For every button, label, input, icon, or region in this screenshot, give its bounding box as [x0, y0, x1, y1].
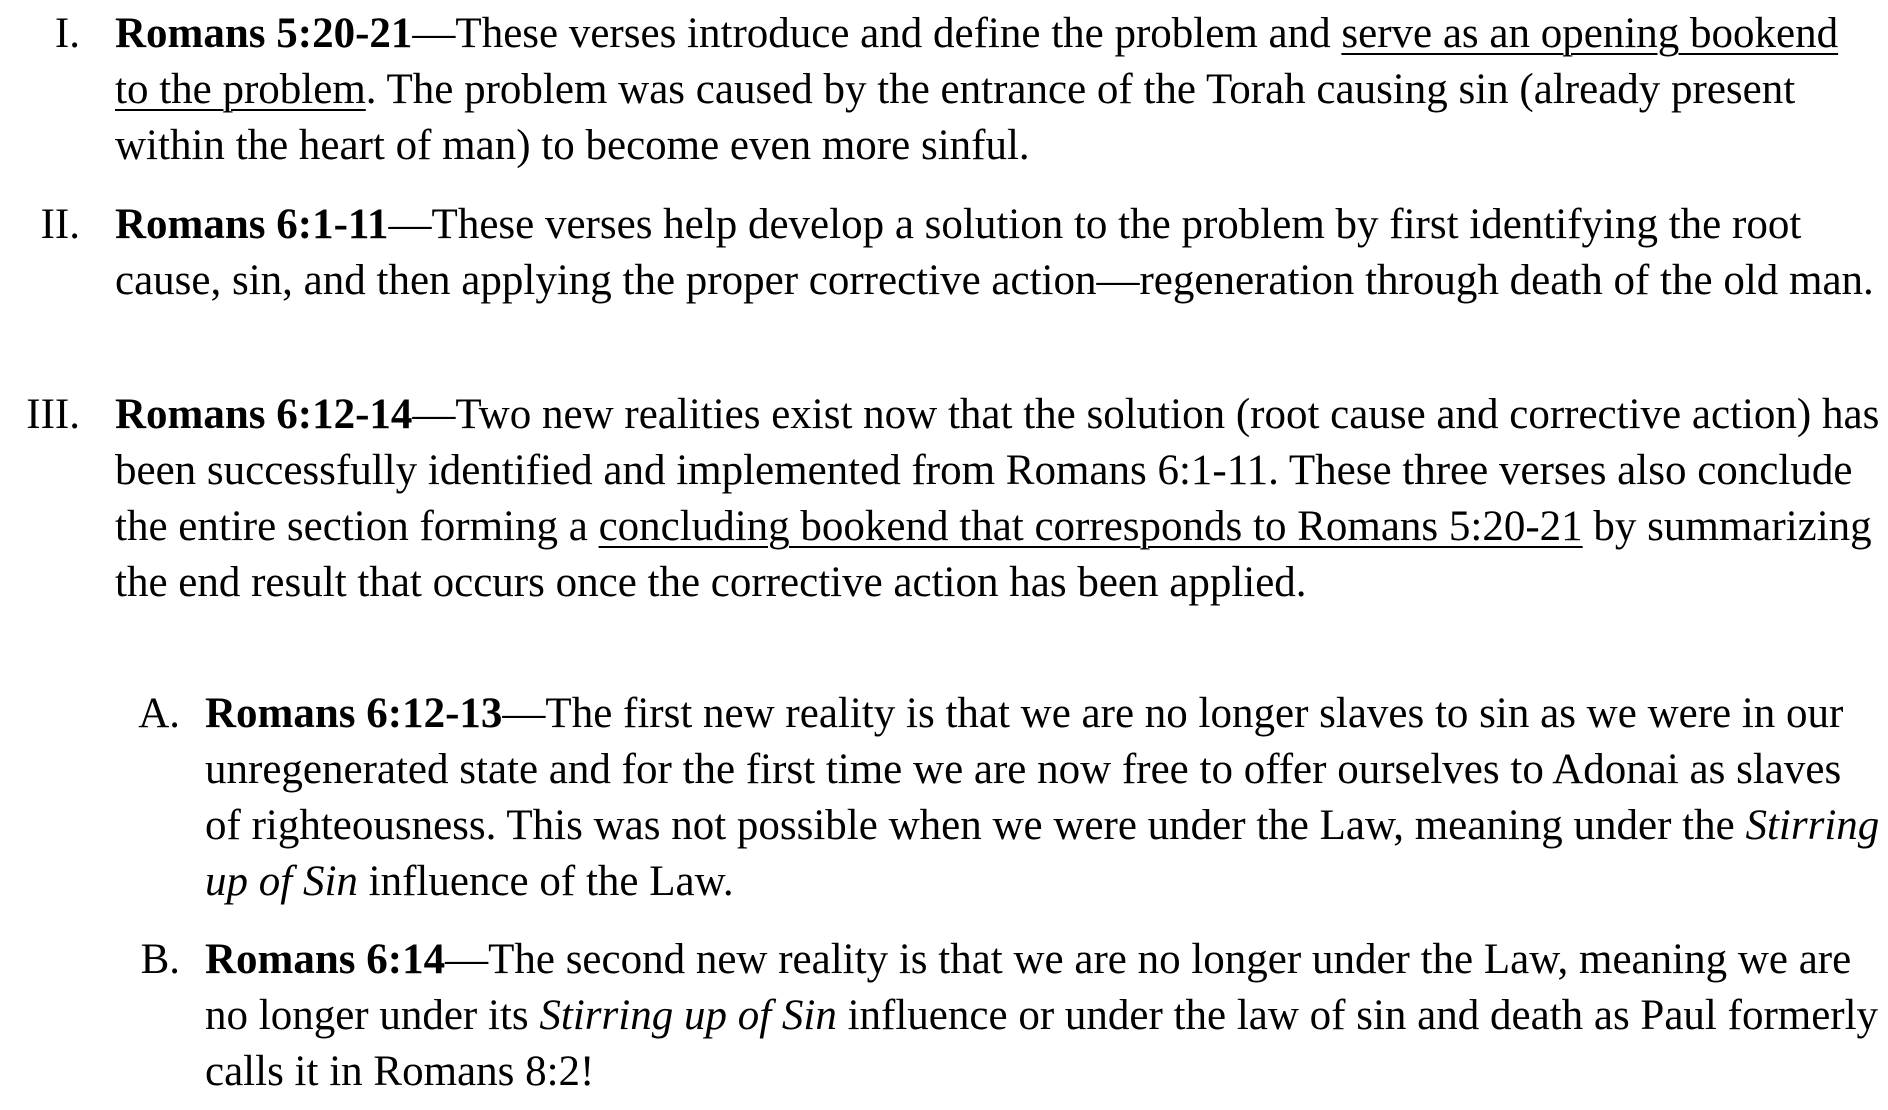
verse-reference: Romans 6:14 [205, 936, 446, 983]
item-marker: B. [140, 936, 180, 983]
item-text-part: by summarizing the end result that occurs once the corrective action has been applied. [115, 503, 1872, 606]
item-marker: II. [40, 201, 80, 248]
item-text [115, 197, 1880, 309]
item-text-part: influence of the Law. [357, 858, 734, 905]
outline-item-2 [0, 197, 1888, 369]
outline-item-1 [0, 6, 1888, 178]
item-text [205, 686, 1880, 910]
verse-reference: Romans 5:20-21 [115, 10, 413, 57]
item-text-part: influence or under the law of sin and death as Paul formerly calls it in Romans 8:2! [205, 992, 1879, 1095]
verse-reference: Romans 6:1-11 [115, 201, 389, 248]
item-marker: III. [26, 391, 80, 438]
item-text-part: —These verses introduce and define the problem and [412, 10, 1342, 57]
verse-reference: Romans 6:12-14 [115, 391, 413, 438]
italic-phrase: Stirring up of Sin [205, 802, 1880, 905]
item-text-part: —Two new realities exist now that the solution (root cause and corrective action) has been successfully identified and implemented from Romans 6:1-11. These three verses also conclude the entire section forming a [115, 391, 1880, 550]
item-text-part: —The first new reality is that we are no longer slaves to sin as we were in our unregenerated state and for the first time we are now free to offer ourselves to Adonai as slaves of righteousness. This was not possible when we were under the Law, meaning under the [205, 690, 1844, 849]
verse-reference: Romans 6:12-13 [205, 690, 503, 737]
item-text-part: —The second new reality is that we are no longer under the Law, meaning we are no longer under its [205, 936, 1852, 1039]
outline-item-3 [0, 387, 1888, 672]
item-text [115, 387, 1880, 611]
underlined-phrase: concluding bookend that corresponds to Romans 5:20-21 [598, 503, 1583, 550]
item-marker: A. [138, 690, 180, 737]
item-text [205, 932, 1880, 1100]
item-marker: I. [54, 10, 80, 57]
item-text-part: . The problem was caused by the entrance of the Torah causing sin (already present within the heart of man) to become even more sinful. [115, 66, 1796, 169]
italic-phrase: Stirring up of Sin [539, 992, 837, 1039]
underlined-phrase: serve as an opening bookend to the problem [115, 10, 1839, 113]
outline-subitem-b [0, 932, 1888, 1104]
outline-subitem-a [0, 686, 1888, 914]
item-text-part: —These verses help develop a solution to the problem by first identifying the root cause, sin, and then applying the proper corrective action—regeneration through death of the old man. [115, 201, 1874, 304]
item-text [115, 6, 1880, 174]
